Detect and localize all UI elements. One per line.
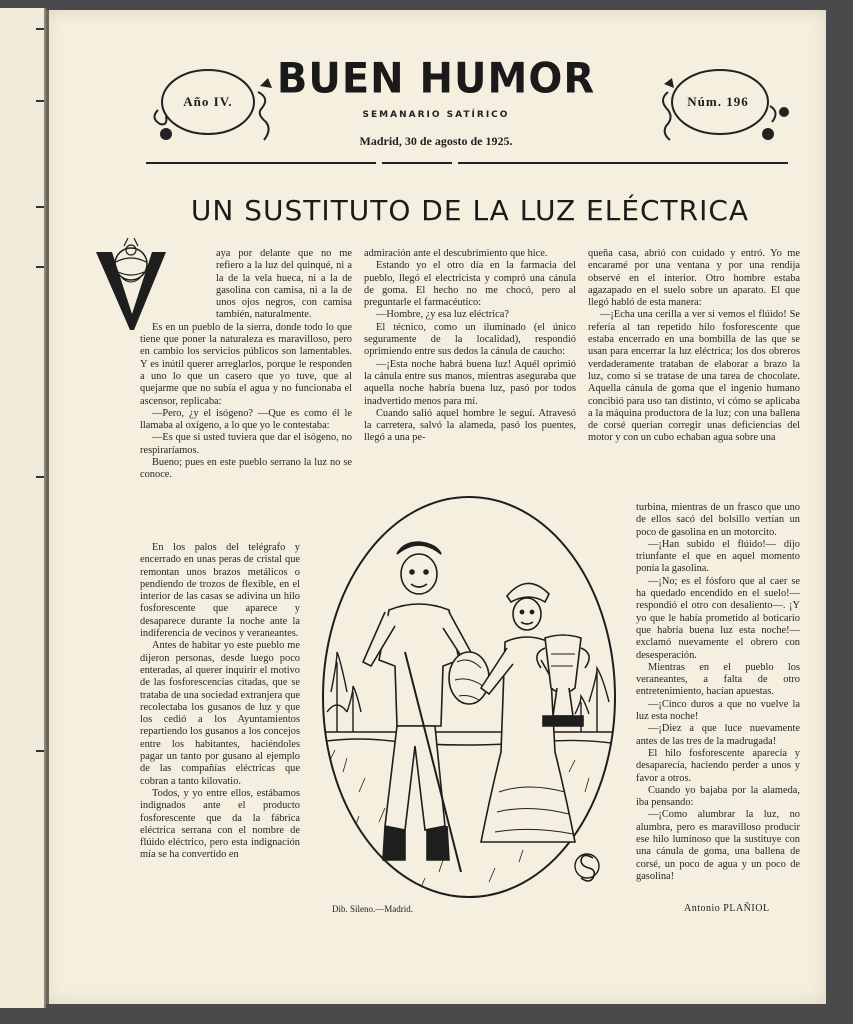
paragraph: —Pero, ¿y el isógeno? —Que es como él le llamaba al oxígeno, a lo que yo le contestaba: — [140, 407, 352, 432]
issue-label: Núm. 196 — [687, 94, 749, 109]
year-label: Año IV. — [183, 94, 233, 109]
paragraph: —¡Diez a que luce nuevamente antes de las tres de la madrugada! — [636, 723, 800, 747]
paragraph: admiración ante el descubrimiento que hice. — [364, 248, 548, 259]
issue-cartouche — [658, 62, 778, 152]
header-rule — [146, 162, 376, 164]
column-1 — [140, 248, 352, 482]
page-mark — [36, 476, 44, 478]
paragraph: —¡Han subido el flúido!— dijo triunfante el que en aquel momento ponía la gasolina. — [636, 538, 800, 575]
paragraph: Bueno; pues en este pueblo serrano la luz no se conoce. — [140, 457, 352, 481]
paragraph: Todos, y yo entre ellos, estábamos indignados ante el producto fosforescente que da la fábrica eléctrica serrana con el nombre de flúido eléctrico, pero esta indignación mía se ha convertido en — [140, 787, 300, 861]
paragraph: El hilo fosforescente aparecía y desaparecía, haciendo perder a unos y favor a otros. — [636, 747, 800, 784]
paragraph: turbina, mientras de un frasco que uno de ellos sacó del bolsillo vertían un poco de gasolina en un motorcito. — [636, 502, 800, 538]
paragraph: Es en un pueblo de la sierra, donde todo lo que tiene que poner la naturaleza es maravilloso, pero en cambio los servicios públicos son lamentables. Y es inútil querer arreglarlos, porque le responden a uno lo que un casero que yo tuve, que al quejarme que no subía el agua y no funcionaba el ascensor, replicaba: — [140, 321, 352, 407]
magazine-title: BUEN HUMOR — [276, 54, 596, 104]
illustration-credit: Dib. Sileno.—Madrid. — [332, 904, 413, 914]
ornament-icon — [658, 62, 798, 162]
couple-illustration — [319, 492, 619, 902]
column-3-narrow — [636, 502, 800, 883]
paragraph: —¡Echa una cerilla a ver si vemos el flúido! Se refería al tan repetido hilo fosforescente que estaba encerrado en una bombilla de las que se usan para encerrar la luz eléctrica; los dos obreros verdaderamente trataban de elaborar a brazo la luz, como si se tratase de una tarea de chocolate. Aquella cánula de goma que el ingenio humano concibió para uso tan distinto, vi cómo se aplicaba a la máquina productora de la luz; con una ballena de corsé querían corregir unas deficiencias del motor y con un cubo echaban agua sobre una — [588, 309, 800, 444]
page-mark — [36, 206, 44, 208]
paragraph: Antes de habitar yo este pueblo me dijeron personas, desde luego poco enteradas, al querer inquirir el motivo de las fosforescencias citadas, que se trataba de una sociedad extranjera que recolectaba los gusanos de luz y que los cedió a los Ayuntamientos repartiendo los gusanos a los concejos entre los habitantes, haciéndoles pagar un tanto por gusano al ejemplo de las compañías eléctricas que cobran a tanto kilovatio. — [140, 640, 300, 787]
page-mark — [36, 28, 44, 30]
header-rule — [382, 162, 452, 164]
column-2 — [364, 248, 576, 445]
paragraph: Cuando salió aquel hombre le seguí. Atravesó la carretera, salvó la alameda, pasó los puentes, llegó a una pe- — [364, 407, 576, 444]
paragraph: —Es que si usted tuviera que dar el isógeno, no respiraríamos. — [140, 432, 352, 456]
magazine-page — [46, 10, 826, 1004]
page-mark — [36, 266, 44, 268]
left-page-edge — [0, 8, 46, 1008]
magazine-subtitle: SEMANARIO SATÍRICO — [362, 110, 510, 120]
paragraph: —¡Esta noche habrá buena luz! Aquél oprimió la cánula entre sus manos, mientras aseguraba que aquella noche habría buena luz, pasó por todos inadvertido menos para mí. — [364, 358, 576, 407]
paragraph: queña casa, abrió con cuidado y entró. Yo me encaramé por una ventana y por una rendija observé en el interior. Otro hombre estaba agazapado en el suelo sobre un aparato. El que llegó habló de esta manera: — [588, 248, 800, 309]
paragraph: Estando yo el otro día en la farmacia del pueblo, llegó el electricista y compró una cánula de goma. El hecho no me chocó, pero al preguntarle el farmacéutico: — [364, 260, 576, 309]
page-shadow — [46, 10, 49, 1004]
year-cartouche — [148, 62, 268, 152]
page-mark — [36, 100, 44, 102]
paragraph: Cuando yo bajaba por la alameda, iba pensando: — [636, 784, 800, 809]
issue-date: Madrid, 30 de agosto de 1925. — [359, 134, 513, 148]
article-headline: UN SUSTITUTO DE LA LUZ ELÉCTRICA — [190, 194, 750, 227]
page-mark — [36, 750, 44, 752]
paragraph: Mientras en el pueblo los veraneantes, a falta de otro entretenimiento, hacían apuestas. — [636, 661, 800, 698]
paragraph: El técnico, como un iluminado (el único seguramente de la localidad), respondió oprimiendo entre sus dedos la cánula de caucho: — [364, 321, 576, 358]
paragraph: aya por delante que no me refiero a la luz del quinqué, ni a la de la vela hueca, ni a la de gasolina con camisa, ni a la de unos ojos negros, con camisa también, naturalmente. — [216, 248, 352, 321]
column-3 — [588, 248, 800, 445]
paragraph: —¡Como alumbrar la luz, no alumbra, pero es maravilloso producir ese hilo luminoso que la sustituye con una cánula de goma, una ballena de corsé, un poco de agua y un poco de gasolina! — [636, 809, 800, 882]
paragraph: En los palos del telégrafo y encerrado en unas peras de cristal que remontan unos brazos metálicos o pendiendo de trozos de flexible, en el interior de las casas se adivina un hilo fosforescente que aparece y desaparece durante la noche ante la indiferencia de vecinos y veraneantes. — [140, 542, 300, 640]
paragraph: —Hombre, ¿y esa luz eléctrica? — [376, 309, 509, 321]
paragraph: —¡Cinco duros a que no vuelve la luz esta noche! — [636, 698, 800, 723]
paragraph: —¡No; es el fósforo que al caer se ha quedado encendido en el suelo!—respondió el otro con desaliento—. ¡Y yo que le había prometido al boticario que habría buena luz esta noche!—exclamó nuevamente el obrero con desesperación. — [636, 575, 800, 661]
header-rule — [458, 162, 788, 164]
author-signature: Antonio PLAÑIOL — [684, 903, 770, 914]
column-1-narrow — [140, 542, 300, 862]
